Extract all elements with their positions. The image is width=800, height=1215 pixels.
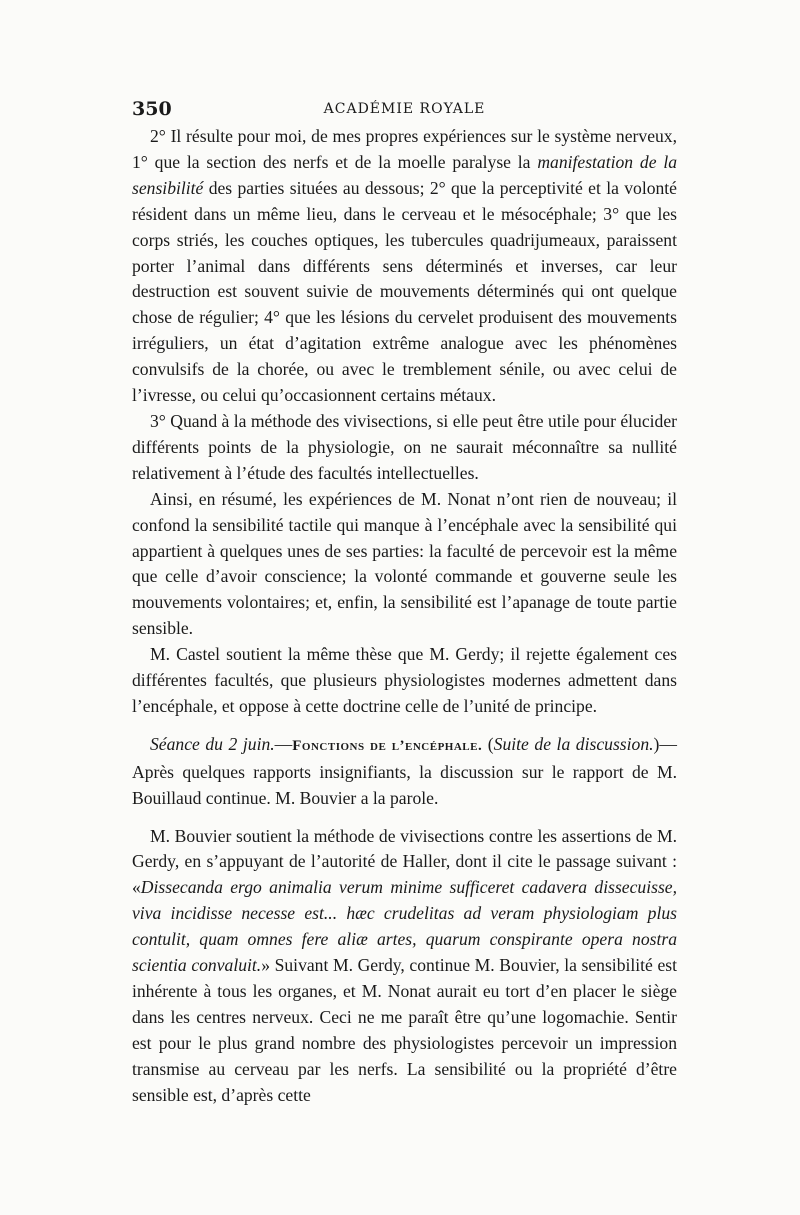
paragraph-text: » Suivant M. Gerdy, continue M. Bouvier, la sensibilité est inhérente à tous les organes, et M. Nonat aurait eu tort d’en placer le siège dans les centres nerveux. Ceci ne me paraît être qu’une logomachie. Sentir est pour le plus grand nombre des physiologistes percevoir un impression transmise au cerveau par les nerfs. La sensibilité ou la propriété d’être sensible est, d’après cette: [132, 955, 677, 1105]
paragraph-text: )—Après quelques rapports insignifiants, la discussion sur le rapport de M. Bouillaud continue. M. Bouvier a la parole.: [132, 733, 677, 808]
paragraph-seance: [132, 732, 677, 812]
session-subtitle: Suite de la discussion.: [493, 733, 654, 754]
paragraph-summary: Ainsi, en résumé, les expériences de M. Nonat n’ont rien de nouveau; il confond la sensibilité tactile qui manque à l’encéphale avec la sensibilité qui appartient à quelques unes de ses parties: la faculté de percevoir est la même que celle d’avoir conscience; la volonté commande et gouverne seule les mouvements volontaires; et, enfin, la sensibilité est l’apanage de toute partie sensible.: [132, 488, 677, 639]
dash: —: [274, 733, 293, 754]
paragraph-results: [132, 124, 677, 409]
page-body: [132, 124, 677, 1109]
page-header: [132, 98, 677, 124]
paragraph-text: M. Bouvier soutient la méthode de vivisections contre les assertions de M. Gerdy, en s’appuyant de l’autorité de Haller, dont il cite le passage suivant : «: [132, 825, 677, 898]
paren-open: (: [482, 733, 494, 754]
page-number: 350: [132, 98, 172, 120]
paragraph-castel: M. Castel soutient la même thèse que M. Gerdy; il rejette également ces différentes facultés, que plusieurs physiologistes modernes admettent dans l’encéphale, et oppose à cette doctrine celle de l’unité de principe.: [132, 644, 677, 716]
paragraph-text: des parties situées au dessous; 2° que la perceptivité et la volonté résident dans un même lieu, dans le cerveau et le mésocéphale; 3° que les corps striés, les couches optiques, les tubercules quadrijumeaux, paraissent porter l’animal dans différents sens déterminés et inverses, car leur destruction est souvent suivie de mouvements déterminés qui ont quelque chose de régulier; 4° que les lésions du cervelet produisent des mouvements irréguliers, un état d’agitation extrême analogue avec les phénomènes convulsifs de la chorée, ou avec le tremblement sénile, ou avec celui de l’ivresse, ou celui qu’occasionnent certains métaux.: [132, 177, 677, 406]
session-topic: Fonctions de l’encéphale.: [292, 737, 483, 754]
paragraph-text: 2° Il résulte pour moi, de mes propres expériences sur le système nerveux, 1° que la section des nerfs et de la moelle paralyse la: [132, 126, 677, 172]
latin-quotation: Dissecanda ergo animalia verum minime sufficeret cadavera dissecuisse, viva incidisse necesse est... hæc crudelitas ad veram physiologiam plus contulit, quam omnes fere aliæ artes, quarum conspirante opera nostra scientia convaluit.: [132, 877, 677, 976]
paragraph-bouvier: [132, 824, 677, 1109]
running-head: ACADÉMIE ROYALE: [323, 101, 486, 117]
italic-phrase: manifestation de la sensibilité: [132, 151, 678, 198]
paragraph-vivisection-method: 3° Quand à la méthode des vivisections, si elle peut être utile pour élucider différents points de la physiologie, on ne saurait méconnaître sa nullité relativement à l’étude des facultés intellectuelles.: [132, 410, 677, 483]
session-date: Séance du 2 juin.: [150, 733, 275, 754]
